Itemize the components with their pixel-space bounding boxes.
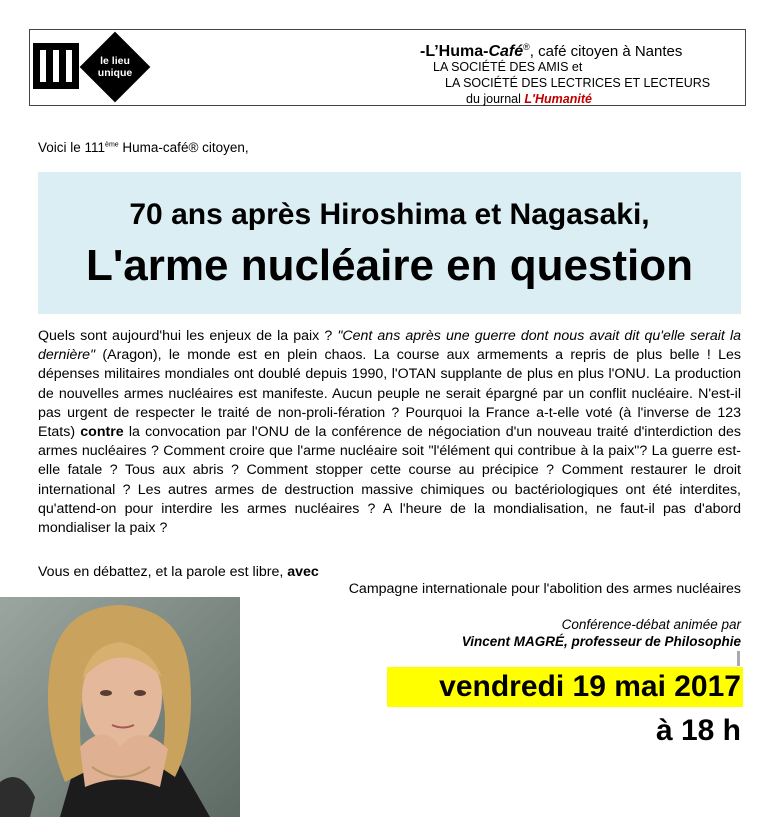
conference-label: Conférence-débat animée par [561,617,741,632]
debate-line: Vous en débattez, et la parole est libre, avec [38,564,319,580]
lieu-unique-bars-logo [33,43,79,89]
huma-cafe-title: -L’Huma-Café®, café citoyen à Nantes [420,42,683,60]
body-paragraph: Quels sont aujourd'hui les enjeux de la paix ? "Cent ans après une guerre dont nous avait dit qu'elle serait la dernière" (Aragon), le monde est en plein chaos. La course aux armements a repris de plus belle ! Les dépenses militaires mondiales ont doublé depuis 1990, l'OTAN supplante de plus en plus l'ONU. La production de nouvelles armes nucléaires est manifeste. Aucun peuple ne serait épargné par un conflit nucléaire. N'est-il pas urgent de respecter le traité de non-proli-fération ? Pourquoi la France a-t-elle voté (à l'inverse de 123 Etats) contre la convocation par l'ONU de la conférence de négociation d'un nouveau traité d'interdiction des armes nucléaires ? Comment croire que l'arme nucléaire soit "l'élément qui contribue à la paix"? La guerre est-elle fatale ? Tous aux abris ? Comment stopper cette course au précipice ? Comment restaurer le droit international ? Les autres armes de destruction massive chimiques ou bactériologiques ont été interdites, qu'attend-on pour interdire les armes nucléaires ? A l'heure de la mondialisation, ne faut-il pas d'abord mondialiser la paix ? [38,328,741,537]
divider [737,651,740,666]
header-line-journal: du journal L'Humanité [466,92,592,106]
event-date: vendredi 19 mai 2017 [439,670,741,703]
intro-line: Voici le 111ème Huma-café® citoyen, [38,140,249,155]
lieu-unique-logo-text: le lieu unique [97,55,133,79]
header-line-societe-amis: LA SOCIÉTÉ DES AMIS et [433,60,583,74]
header-line-societe-lecteurs: LA SOCIÉTÉ DES LECTRICES ET LECTEURS [445,76,711,90]
speaker-name: Vincent MAGRÉ, professeur de Philosophie [461,634,741,649]
title-line-2: L'arme nucléaire en question [85,241,694,290]
title-line-1: 70 ans après Hiroshima et Nagasaki, [129,198,650,231]
campaign-name: Campagne internationale pour l'abolition des armes nucléaires [348,581,741,597]
event-time: à 18 h [655,714,741,747]
speaker-photo [0,597,240,817]
